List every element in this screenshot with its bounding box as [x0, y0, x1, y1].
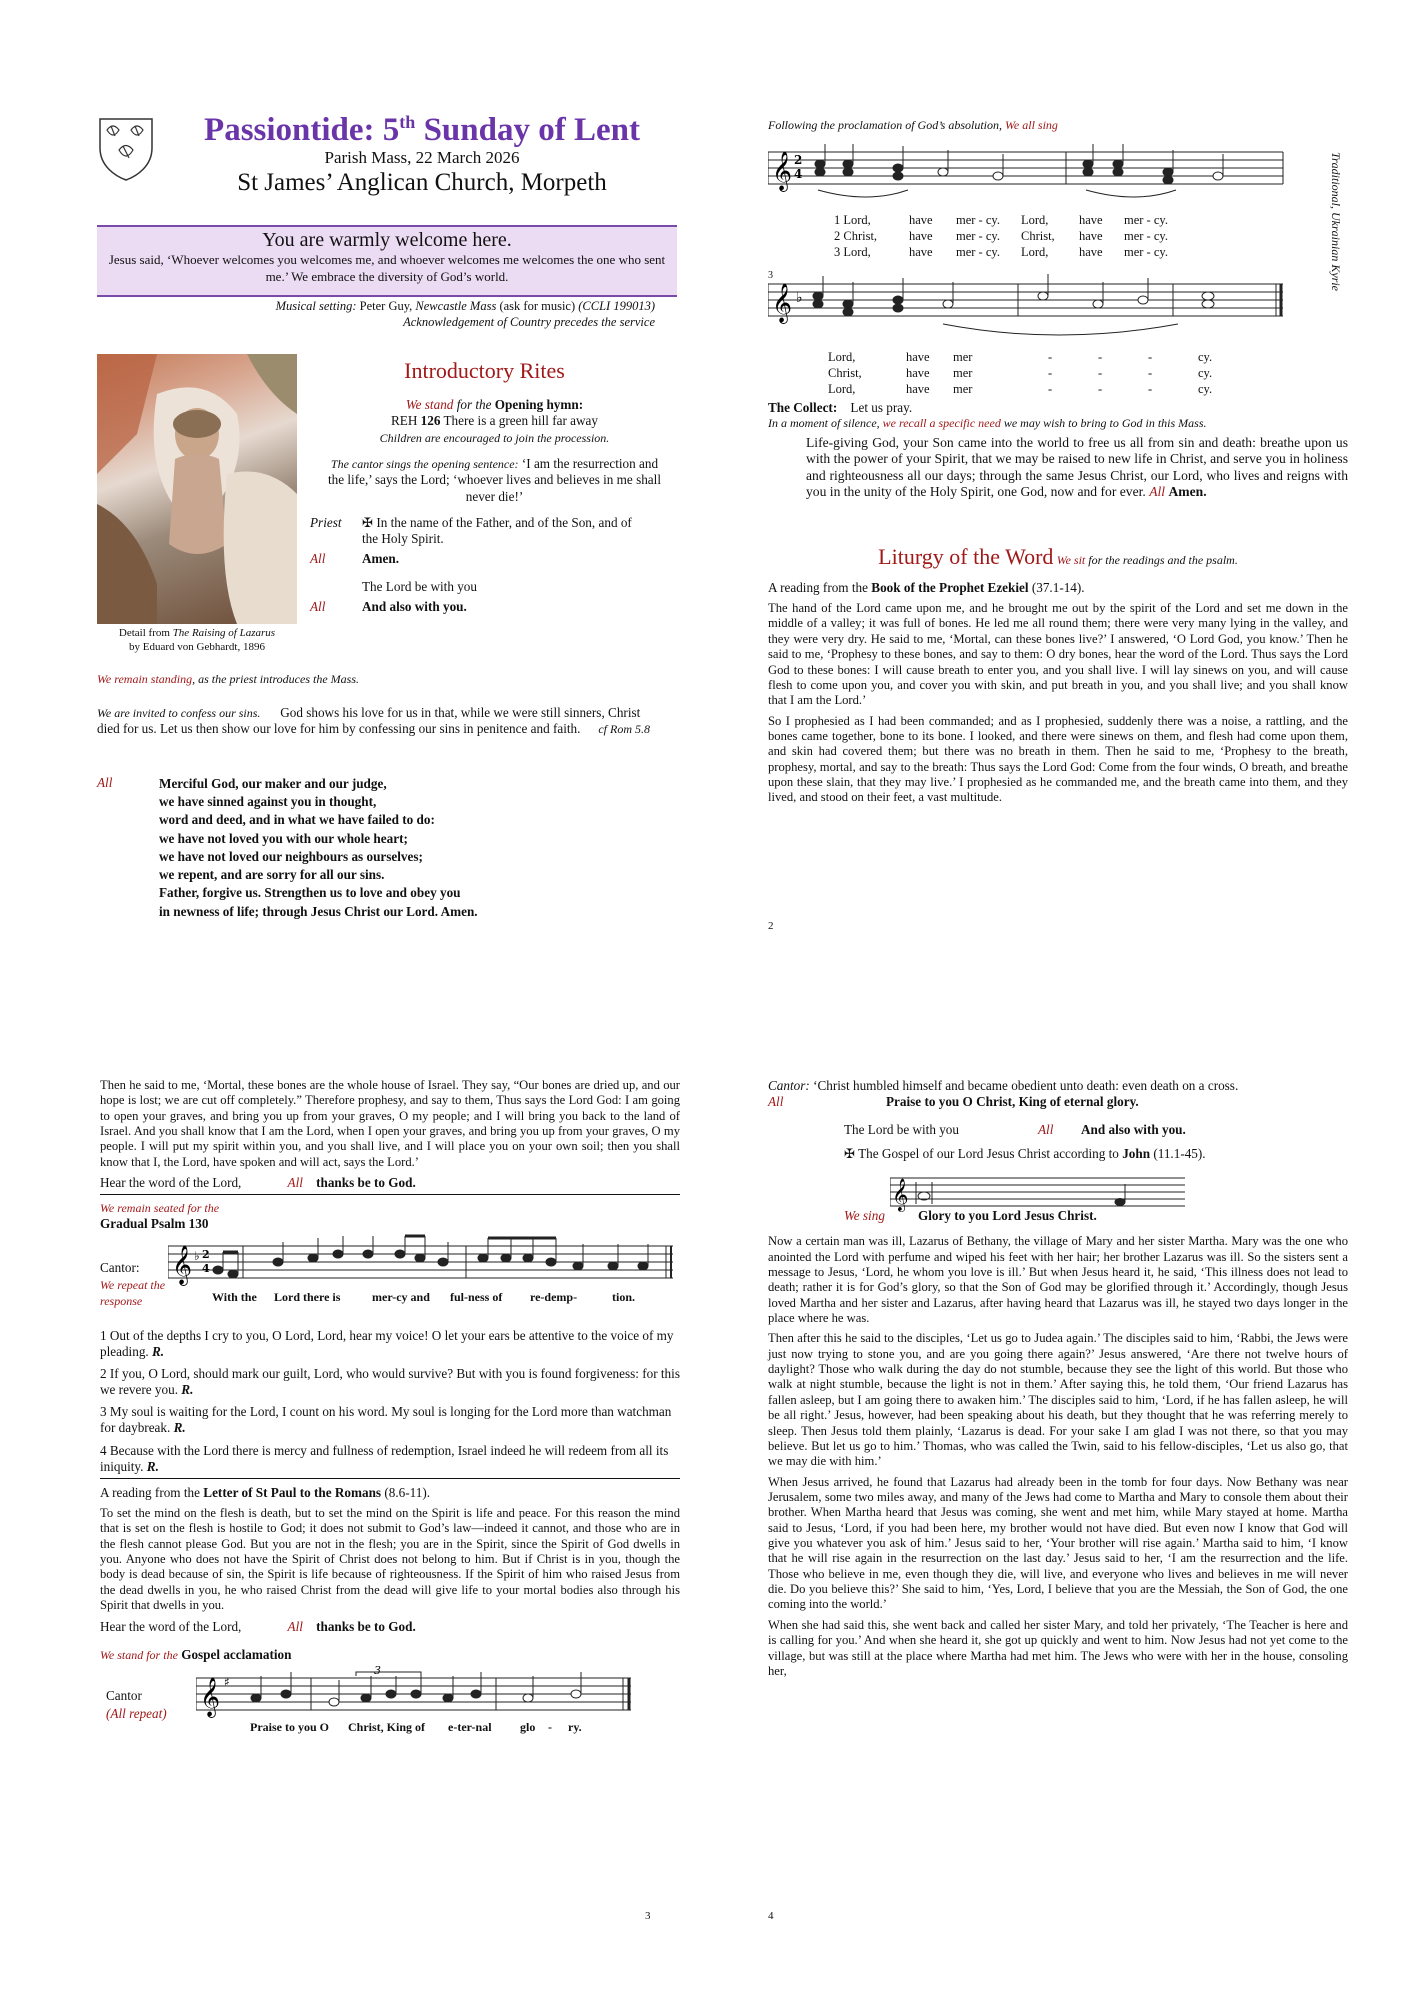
acclamation-lyrics: Praise to you O Christ, King of e-ter-nal glo - ry.: [250, 1719, 582, 1734]
response: And also with you.: [362, 598, 467, 614]
reading-response: Hear the word of the Lord, All thanks be to God.: [100, 1619, 416, 1635]
speaker-priest: Priest: [310, 514, 342, 530]
invocation: ✠ In the name of the Father, and of the Son, and of the Holy Spirit.: [362, 514, 632, 546]
reading-paragraph: So I prophesied as I had been commanded; and as I prophesied, suddenly there was a noise, a rattling, and the bones came together, bone to its bone. I looked, and there were sinews on them, and flesh had come upon them, and skin had covered them; but there was no breath in them. Then he said to me, ‘Prophesy to the breath, prophesy, mortal, and say to the breath: Thus says the Lord God: Come from the four winds, O breath, and breathe upon these slain, that they may live.’ I prophesied as he commanded me, and the breath came into them, and they lived, and stood on their feet, a vast multitude.: [768, 713, 1348, 805]
church-name: St James’ Anglican Church, Morpeth: [237, 169, 607, 197]
invitation: We are invited to confess our sins. God shows his love for us in that, while we were still sinners, Christ died for us. Let us then show our love for him by confessing our sins in penitence and faith. cf Rom 5.8: [97, 705, 650, 737]
psalm-staff: [168, 1232, 678, 1292]
kyrie-staff-2: [768, 274, 1288, 344]
psalm-response-music: [100, 1232, 680, 1328]
gospel-verse: Cantor: ‘Christ humbled himself and became obedient unto death: even death on a cross.: [768, 1078, 1239, 1093]
page-1: [97, 112, 677, 919]
page-number: 2: [768, 920, 774, 932]
painting-image: [97, 354, 297, 624]
cantor-label: Cantor:: [100, 1259, 140, 1275]
introductory-rites: [312, 358, 677, 635]
reading-paragraph: To set the mind on the flesh is death, but to set the mind on the Spirit is life and peace. For this reason the mind that is set on the flesh is hostile to God; it does not submit to God’s law—indeed it cannot, and those who are in the flesh cannot please God. But you are not in the flesh; you are in the Spirit, since the Spirit of God dwells in you. Anyone who does not have the Spirit of Christ does not belong to him. But if Christ is in you, though the body is dead because of sin, the Spirit is life because of righteousness. If the Spirit of him who raised Jesus from the dead dwells in you, he who raised Christ from the dead will give life to your mortal bodies also through his Spirit that dwells in you.: [100, 1505, 680, 1612]
scripture-ref: cf Rom 5.8: [598, 722, 650, 737]
musical-setting: Musical setting: Peter Guy, Newcastle Mass (ask for music) (CCLI 199013) Acknowledgement of Country precedes the service: [275, 299, 655, 330]
page-3: [100, 1078, 680, 1922]
reading-response: Hear the word of the Lord, All thanks be to God.: [100, 1175, 680, 1195]
triplet-mark: 3: [374, 1665, 381, 1677]
page-title: Passiontide: 5th Sunday of Lent: [204, 112, 640, 148]
treble-clef-icon: 𝄞: [200, 1676, 221, 1717]
versicle: The Lord be with you: [362, 578, 477, 594]
page-number: 4: [768, 1910, 774, 1922]
reading-paragraph: Now a certain man was ill, Lazarus of Bethany, the village of Mary and her sister Martha. Mary was the one who anointed the Lord with perfume and wiped his feet with her hair; her brother Lazarus was ill. So the sisters sent a message to Jesus, ‘Lord, he whom you love is ill.’ But when Jesus heard it, he said, ‘This illness does not lead to death; rather it is for God’s glory, so that the Son of God may be glorified through it.’ Accordingly, though Jesus loved Martha and her sister and Lazarus, after having heard that Lazarus was ill, he stayed two days longer in the place where he was.: [768, 1234, 1348, 1325]
gradual-heading: We remain seated for the Gradual Psalm 130: [100, 1201, 220, 1231]
speaker-all: All: [310, 598, 326, 614]
welcome-text: Jesus said, ‘Whoever welcomes you welcomes me, and whoever welcomes me welcomes the one who sent me.’ We embrace the diversity of God’s world.: [108, 252, 666, 284]
psalm-verses: 1 Out of the depths I cry to you, O Lord, Lord, hear my voice! O let your ears be attentive to the voice of my pleading. R. 2 If you, O Lord, should mark our guilt, Lord, who would survive? But with you is found forgiveness: for this we revere you. R. 3 My soul is waiting for the Lord, I count on his word. My soul is longing for the Lord more than watchman for daybreak. R. 4 Because with the Lord there is mercy and fullness of redemption, Israel indeed he will redeem from all its iniquity. R.: [100, 1328, 680, 1479]
gospel-response: All Praise to you O Christ, King of eternal glory.: [768, 1094, 1139, 1110]
measure-number: 3: [768, 270, 773, 281]
response-amen: Amen.: [362, 550, 399, 566]
subtitle: Parish Mass, 22 March 2026: [324, 148, 520, 168]
welcome-heading: You are warmly welcome here.: [262, 229, 512, 251]
painting-caption: Detail from The Raising of Lazarus by Eduard von Gebhardt, 1896: [118, 627, 276, 653]
svg-text:♭: ♭: [796, 290, 803, 306]
svg-text:4: 4: [202, 1261, 210, 1275]
kyrie-lyrics-1: 1 Lord, have mer - cy. Lord, have mer - cy. 2 Christ, have mer - cy. Christ, have mer - cy. 3 Lord, have mer - cy. Lord, have mer - cy.: [834, 213, 1168, 259]
kyrie-intro: Following the proclamation of God’s absolution, We all sing: [768, 118, 1058, 132]
acclamation-staff: [196, 1666, 636, 1718]
svg-text:♭: ♭: [194, 1248, 200, 1263]
section-heading: Introductory Rites: [404, 358, 565, 383]
svg-text:2: 2: [202, 1247, 210, 1261]
reading-paragraph: When Jesus arrived, he found that Lazarus had already been in the tomb for four days. Now Bethany was near Jerusalem, some two miles away, and many of the Jews had come to Martha and Mary to console them about their brother. When Martha heard that Jesus was coming, she went and met him, while Mary stayed at home. Martha said to Jesus, ‘Lord, if you had been here, my brother would not have died. But even now I know that God will give you whatever you ask of him.’ Jesus said to her, ‘Your brother will rise again.’ Martha said to him, ‘I know that he will rise again in the resurrection on the last day.’ Jesus said to her, ‘I am the resurrection and the life. Those who believe in me, even though they die, will live, and everyone who lives and believes in me will never die. Do you believe this?’ She said to him, ‘Yes, Lord, I believe that you are the Messiah, the Son of God, the one coming into the world.’: [768, 1474, 1348, 1612]
kyrie-lyrics-2: Lord, have mer - - - cy. Christ, have mer - - - cy. Lord, have mer - - - cy.: [828, 350, 1213, 396]
speaker-all: All: [97, 775, 113, 790]
confession-text: Merciful God, our maker and our judge, we have sinned against you in thought, word and deed, and in what we have failed to do: we have not loved you with our whole heart; we have not loved our neighbours as ourselves; we repent, and are sorry for all our sins. Father, forgive us. Strengthen us to love and obey you in newness of life; through Jesus Christ our Lord. Amen.: [159, 776, 478, 919]
page-4: [768, 1078, 1348, 1922]
first-reading: A reading from the Book of the Prophet Ezekiel (37.1-14). The hand of the Lord came upon me, and he brought me out by the spirit of the Lord and set me down in the middle of a valley; it was full of bones. He led me all round them; there were very many lying in the valley, and they were very dry. He said to me, ‘Mortal, can these bones live?’ I answered, ‘O Lord God, you know.’ Then he said to me, ‘Prophesy to these bones, and say to them: O dry bones, hear the word of the Lord. Thus says the Lord God to these bones: I will cause breath to enter you, and you shall live. I will lay sinews on you, and will cause flesh to come upon you, and cover you with skin, and put breath in you, and you shall live; and you shall know that I am the Lord.’ So I prophesied as I had been commanded; and as I prophesied, suddenly there was a noise, a rattling, and the bones came together, bone to its bone. I looked, and there were sinews on them, and flesh had come upon them, and skin had covered them; but there was no breath in them. Then he said to me, ‘Prophesy to the breath, prophesy, mortal, and say to the breath: Thus says the Lord God: Come from the four winds, O breath, and breathe upon these slain, that they may live.’ I prophesied as he commanded me, and the breath came into them, and they lived, and stood on their feet, a vast multitude.: [768, 580, 1348, 805]
kyrie-attribution: Traditional, Ukrainian Kyrie: [1329, 152, 1343, 292]
speaker-all: All: [310, 550, 326, 566]
gospel-acclamation-heading: We stand for the Gospel acclamation: [100, 1647, 292, 1663]
psalm-response-lyrics: With the Lord there is mer-cy and ful-ness of re-demp- tion.: [212, 1289, 636, 1304]
reading-paragraph: Then after this he said to the disciples, ‘Let us go to Judea again.’ The disciples said to him, ‘Rabbi, the Jews were just now trying to stone you, and are you going there again?’ Jesus answered, ‘Are there not twelve hours of daylight? Those who walk during the day do not stumble, because they see the light of this world. But those who walk at night stumble, because the light is not in them.’ After saying this, he told them, ‘Our friend Lazarus has fallen asleep, but I am going there to awaken him.’ The disciples said to him, ‘Lord, if he has fallen asleep, he will be all right.’ Jesus, however, had been speaking about his death, but they thought that he was referring merely to sleep. Then Jesus told them plainly, ‘Lazarus is dead. For your sake I am glad I was not there, so that you may believe. But let us go to him.’ Thomas, who was called the Twin, said to his fellow-disciples, ‘Let us also go, that we may die with him.’: [768, 1331, 1348, 1469]
greeting: [312, 515, 677, 635]
liturgy-word-heading: Liturgy of the Word We sit for the readings and the psalm.: [878, 544, 1238, 569]
treble-clef-icon: 𝄞: [772, 283, 793, 323]
gospel-sing: We sing Glory to you Lord Jesus Christ.: [844, 1208, 1097, 1224]
opening-hymn: We stand for the Opening hymn: REH 126 There is a green hill far away Children are encouraged to join the procession.: [379, 396, 610, 445]
reading-paragraph: Then he said to me, ‘Mortal, these bones are the whole house of Israel. They say, “Our bones are dried up, and our hope is lost; we are cut off completely.” Therefore prophesy, and say to them, Thus says the Lord God: I am going to open your graves, and bring you up from your graves, O my people; and I will bring you back to the land of Israel. And you shall know that I am the Lord, when I open your graves, and bring you up from your graves, O my people. I will put my spirit within you, and you shall live, and I will place you on your own soil; then you shall know that I, the Lord, have spoken and will act, says the Lord.’: [100, 1078, 680, 1169]
title-block: [169, 112, 675, 198]
treble-clef-icon: 𝄞: [892, 1178, 909, 1212]
treble-clef-icon: 𝄞: [172, 1244, 193, 1285]
shield-icon: [97, 116, 155, 182]
collect-text: Life-giving God, your Son came into the world to free us all from sin and death: breathe upon us with the power of your Spirit, that we may be raised to new life in Christ, and serve you in holiness and righteousness all our days; through the same Jesus Christ, our Lord, who lives and reigns with you in the unity of the Holy Spirit, one God, now and for ever. All Amen.: [806, 434, 1348, 500]
gospel-reading: [768, 1234, 1348, 1679]
collect: The Collect: Let us pray. In a moment of silence, we recall a specific need we may wish to bring to God in this Mass. Life-giving God, your Son came into the world to free us all from sin and death: breathe upon us with the power of your Spirit, that we may be raised to new life in Christ, and serve you in holiness and righteousness all our days; through the same Jesus Christ, our Lord, who lives and reigns with you in the unity of the Holy Spirit, one God, now and for ever. All Amen.: [768, 400, 1348, 500]
gospel-greeting: The Lord be with you All And also with you.: [844, 1122, 1186, 1138]
remain-standing: We remain standing, as the priest introduces the Mass.: [97, 672, 359, 686]
acclamation-music: [100, 1666, 680, 1732]
opening-sentence: The cantor sings the opening sentence: ‘I am the resurrection and the life,’ says the Lord; ‘whoever lives and believes in me shall never die!’: [327, 456, 661, 504]
svg-text:4: 4: [794, 167, 803, 181]
second-reading-heading: A reading from the Letter of St Paul to the Romans (8.6-11).: [100, 1484, 431, 1500]
kyrie-staff-1: [768, 142, 1288, 204]
reading-paragraph: The hand of the Lord came upon me, and he brought me out by the spirit of the Lord and set me down in the middle of a valley; it was full of bones. He led me all round them; there were very many lying in the valley, and they were very dry. He said to me, ‘Mortal, can these bones live?’ I answered, ‘O Lord God, you know.’ Then he said to me, ‘Prophesy to these bones, and say to them: O dry bones, hear the word of the Lord. Thus says the Lord God to these bones: I will cause breath to enter you, and you shall live. I will lay sinews on you, and will cause flesh to come upon you, and cover you with skin, and put breath in you, and you shall live; and you shall know that I am the Lord.’: [768, 601, 1348, 708]
welcome-box: [97, 225, 677, 297]
reading-paragraph: When she had said this, she went back and called her sister Mary, and told her privately, ‘The Teacher is here and is calling for you.’ And when she heard it, she got up quickly and went to him. Now Jesus had not yet come to the village, but was still at the place where Martha had met him. The Jews who were with her in the house, consoling her,: [768, 1617, 1348, 1678]
svg-text:♯: ♯: [224, 1674, 230, 1689]
cantor-label: Cantor: [106, 1687, 142, 1703]
gospel-announcement: ✠ The Gospel of our Lord Jesus Christ according to John (11.1-45).: [844, 1146, 1206, 1162]
svg-text:2: 2: [794, 153, 803, 167]
treble-clef-icon: 𝄞: [772, 151, 793, 191]
repeat-note: We repeat the response: [100, 1277, 166, 1308]
repeat-note: (All repeat): [106, 1705, 167, 1721]
painting-art: [97, 354, 297, 624]
header: [97, 112, 677, 208]
page-number: 3: [645, 1910, 651, 1922]
